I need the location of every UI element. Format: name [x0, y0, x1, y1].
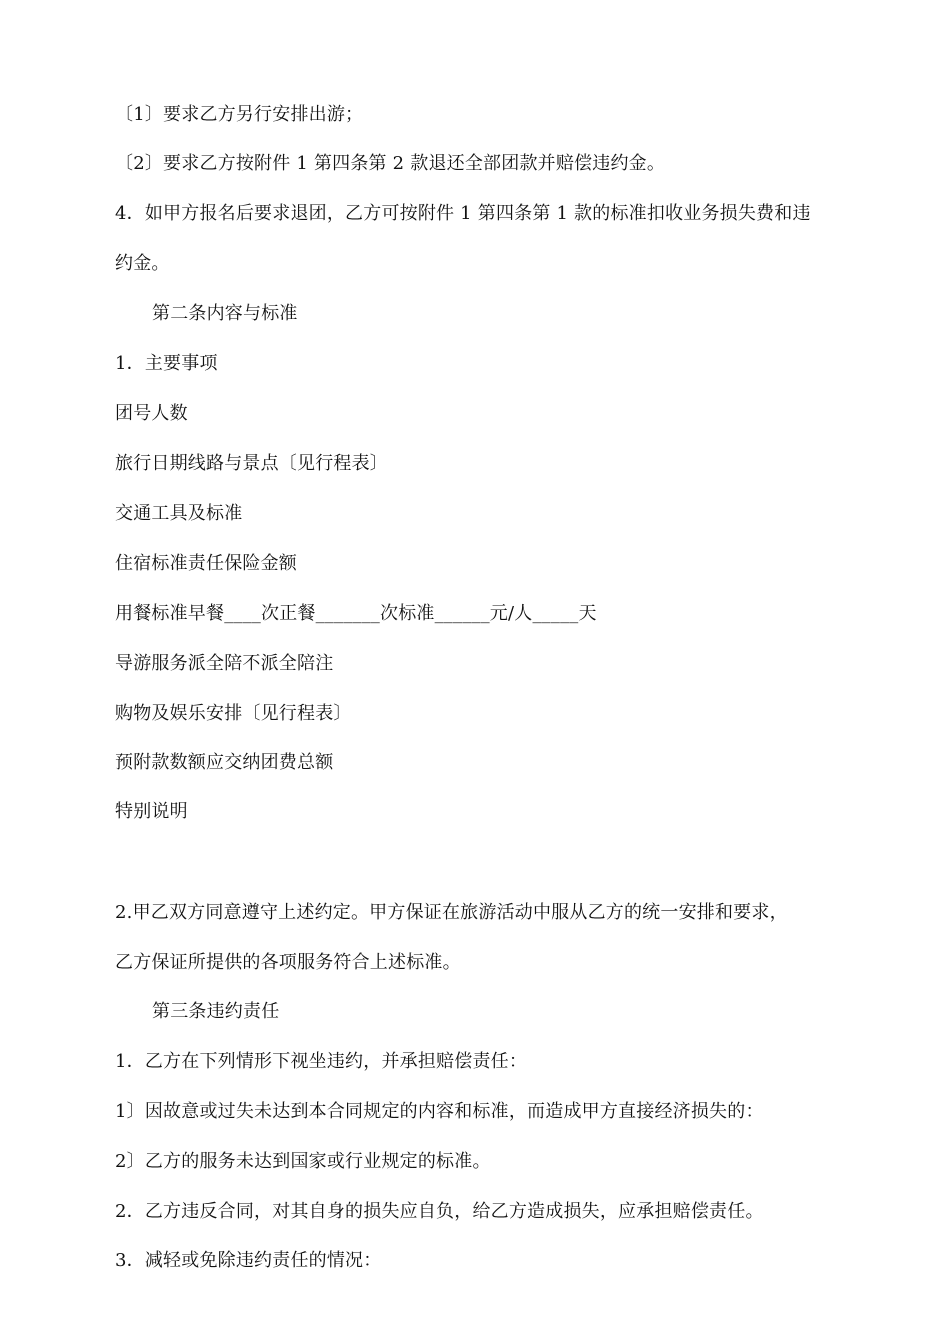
clause-line-7: 团号人数: [115, 403, 188, 424]
clause-line-22: 2．乙方违反合同，对其自身的损失应自负，给乙方造成损失，应承担赔偿责任。: [115, 1201, 764, 1222]
clause-line-10: 住宿标准责任保险金额: [115, 553, 297, 574]
clause-line-16: 2.甲乙双方同意遵守上述约定。甲方保证在旅游活动中服从乙方的统一安排和要求，: [115, 902, 788, 923]
clause-line-4: 约金。: [115, 253, 170, 274]
clause-line-15: 特别说明: [115, 801, 188, 822]
clause-line-19: 1．乙方在下列情形下视坐违约，并承担赔偿责任：: [115, 1051, 528, 1072]
clause-line-12: 导游服务派全陪不派全陪注: [115, 653, 334, 674]
clause-line-9: 交通工具及标准: [115, 503, 243, 524]
clause-line-6: 1．主要事项: [115, 353, 218, 374]
clause-line-11: 用餐标准早餐____次正餐_______次标准______元/人_____天: [115, 603, 597, 624]
clause-line-23: 3．减轻或免除违约责任的情况：: [115, 1250, 382, 1271]
section-heading-3: 第三条违约责任: [152, 1001, 280, 1022]
clause-line-8: 旅行日期线路与景点〔见行程表〕: [115, 453, 388, 474]
clause-line-14: 预附款数额应交纳团费总额: [115, 752, 334, 773]
clause-line-1: 〔1〕要求乙方另行安排出游；: [115, 104, 364, 125]
clause-line-20: 1〕因故意或过失未达到本合同规定的内容和标准，而造成甲方直接经济损失的：: [115, 1101, 764, 1122]
clause-line-17: 乙方保证所提供的各项服务符合上述标准。: [115, 952, 461, 973]
section-heading-2: 第二条内容与标准: [152, 303, 298, 324]
clause-line-13: 购物及娱乐安排〔见行程表〕: [115, 703, 352, 724]
clause-line-2: 〔2〕要求乙方按附件 1 第四条第 2 款退还全部团款并赔偿违约金。: [115, 153, 666, 174]
clause-line-3: 4．如甲方报名后要求退团，乙方可按附件 1 第四条第 1 款的标准扣收业务损失费和违: [115, 203, 811, 224]
clause-line-21: 2〕乙方的服务未达到国家或行业规定的标准。: [115, 1151, 491, 1172]
